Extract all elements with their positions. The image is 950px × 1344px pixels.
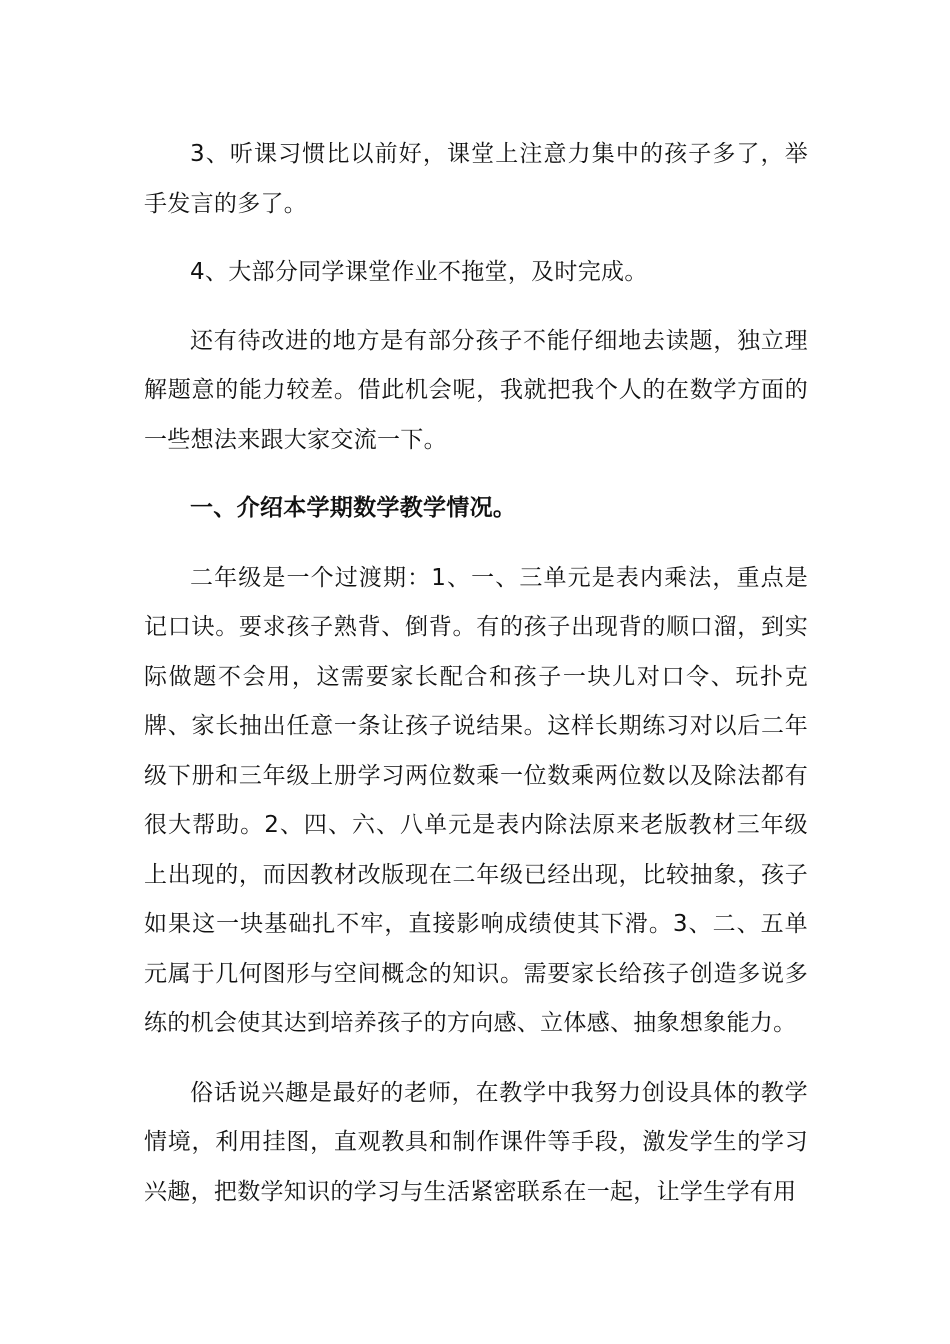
paragraph-listening-habits: 3、听课习惯比以前好，课堂上注意力集中的孩子多了，举手发言的多了。 [144, 141, 808, 217]
paragraph-improvements: 还有待改进的地方是有部分孩子不能仔细地去读题，独立理解题意的能力较差。借此机会呢，我就把我个人的在数学方面的一些想法来跟大家交流一下。 [144, 327, 808, 453]
section-heading-teaching-situation: 一、介绍本学期数学教学情况。 [190, 495, 517, 521]
paragraph-interest: 俗话说兴趣是最好的老师，在教学中我努力创设具体的教学情境，利用挂图，直观教具和制作课件等手段，激发学生的学习兴趣，把数学知识的学习与生活紧密联系在一起，让学生学有用 [144, 1079, 808, 1205]
paragraph-grade-two-overview: 二年级是一个过渡期：1、一、三单元是表内乘法，重点是记口诀。要求孩子熟背、倒背。有的孩子出现背的顺口溜，到实际做题不会用，这需要家长配合和孩子一块儿对口令、玩扑克牌、家长抽出任意一条让孩子说结果。这样长期练习对以后二年级下册和三年级上册学习两位数乘一位数乘两位数以及除法都有很大帮助。2、四、六、八单元是表内除法原来老版教材三年级上出现的，而因教材改版现在二年级已经出现，比较抽象，孩子如果这一块基础扎不牢，直接影响成绩使其下滑。3、二、五单元属于几何图形与空间概念的知识。需要家长给孩子创造多说多练的机会使其达到培养孩子的方向感、立体感、抽象想象能力。 [144, 564, 808, 1036]
document-body [144, 130, 808, 1217]
paragraph-homework: 4、大部分同学课堂作业不拖堂，及时完成。 [190, 259, 648, 285]
